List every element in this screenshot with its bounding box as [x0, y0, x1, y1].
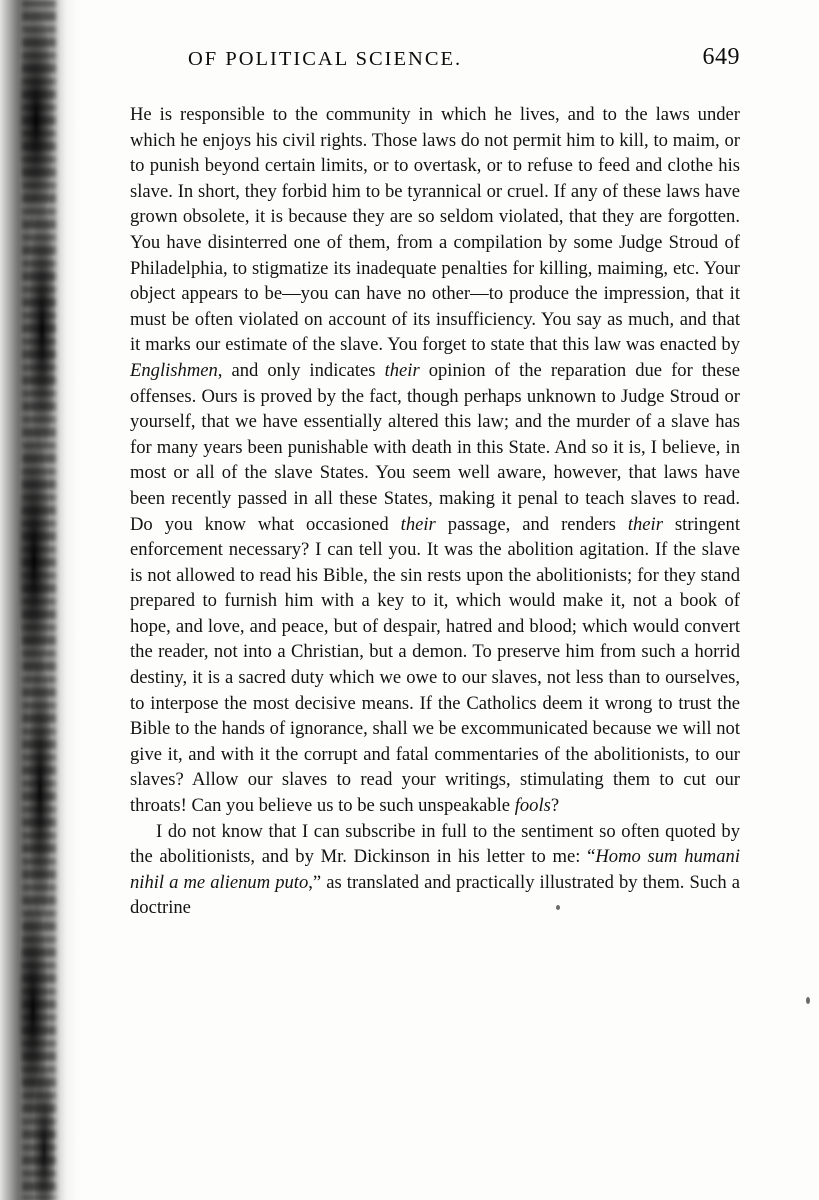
- paragraph-1: He is responsible to the community in which he lives, and to the laws under which he enjoys his civil rights. Those laws do not permit him to kill, to maim, or to punish beyond certain limits, or to overtask, or to refuse to feed and clothe his slave. In short, they forbid him to be tyrannical or cruel. If any of these laws have grown obsolete, it is because they are so seldom violated, that they are forgotten. You have disinterred one of them, from a compilation by some Judge Stroud of Philadelphia, to stigmatize its inadequate penalties for killing, maiming, etc. Your object appears to be—you can have no other—to produce the impression, that it must be often violated on account of its insufficiency. You say as much, and that it marks our estimate of the slave. You forget to state that this law was enacted by Englishmen, and only indicates their opinion of the reparation due for these offenses. Ours is proved by the fact, though perhaps unknown to Judge Stroud or yourself, that we have essentially altered this law; and the murder of a slave has for many years been punishable with death in this State. And so it is, I believe, in most or all of the slave States. You seem well aware, however, that laws have been recently passed in all these States, making it penal to teach slaves to read. Do you know what occasioned their passage, and renders their stringent enforcement necessary? I can tell you. It was the abolition agitation. If the slave is not allowed to read his Bible, the sin rests upon the abolitionists; for they stand prepared to furnish him with a key to it, which would make it, not a book of hope, and love, and peace, but of despair, hatred and blood; which would convert the reader, not into a Christian, but a demon. To preserve him from such a horrid destiny, it is a sacred duty which we owe to our slaves, not less than to ourselves, to interpose the most decisive means. If the Catholics deem it wrong to trust the Bible to the hands of ignorance, shall we be excommunicated because we will not give it, and with it the corrupt and fatal commentaries of the abolitionists, to our slaves? Allow our slaves to read your writings, stimulating them to cut our throats! Can you believe us to be such unspeakable fools?: [130, 104, 741, 817]
- page-number: 649: [702, 44, 740, 70]
- running-head: OF POLITICAL SCIENCE.: [188, 48, 463, 70]
- paragraph-2: I do not know that I can subscribe in full to the sentiment so often quoted by the abolitionists, and by Mr. Dickinson in his letter to me: “Homo sum humani nihil a me alienum puto,” as translated and practically illustrated by them. Such a doctrine: [130, 820, 741, 919]
- scan-speck: [806, 997, 810, 1004]
- page-gutter-shadow: [0, 0, 78, 1200]
- body-text: [130, 102, 740, 921]
- page-header: [130, 44, 740, 96]
- page-content: [130, 0, 740, 1200]
